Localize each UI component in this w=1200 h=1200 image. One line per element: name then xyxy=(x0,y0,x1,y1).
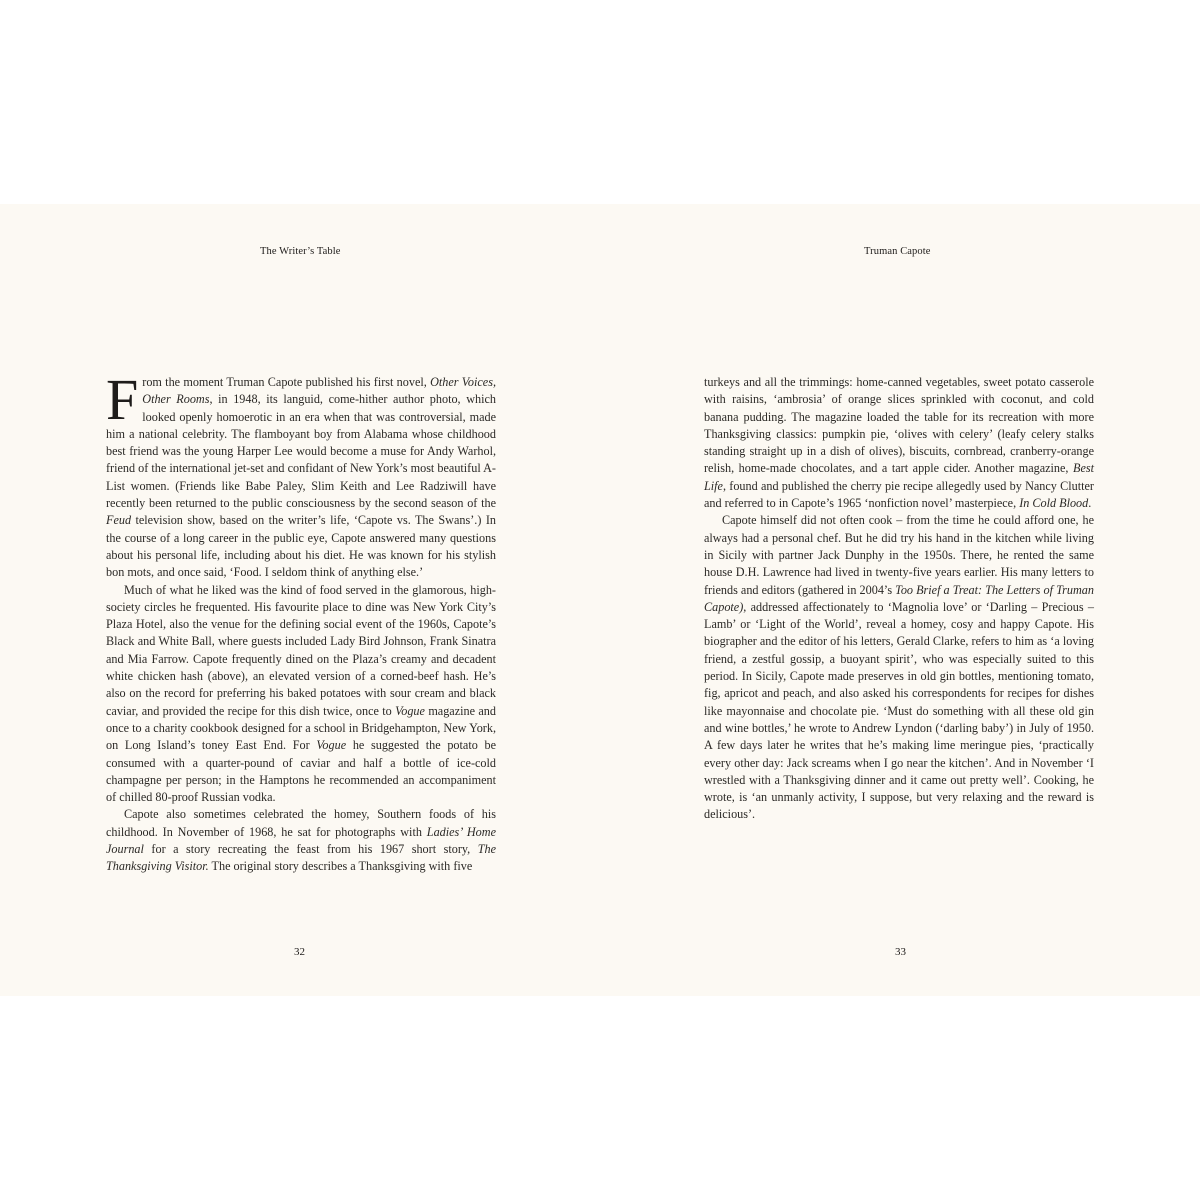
left-page xyxy=(0,204,600,996)
page-number-left: 32 xyxy=(294,946,305,958)
book-title: In Cold Blood xyxy=(1019,496,1089,511)
magazine-title: Ladies’ Home Journal xyxy=(106,824,496,857)
text-run: , in 1948, its languid, come-hither author photo, which looked openly homoerotic in an era when that was controversial, made him a national celebrity. The flamboyant boy from Alabama whose childhood best friend was the young Harper Lee would become a muse for Andy Warhol, friend of the international jet-set and confidant of New York’s most beautiful A-List women. (Friends like Babe Paley, Slim Keith and Lee Radziwill have recently been returned to the public consciousness by the second season of the xyxy=(106,392,496,511)
book-spread xyxy=(0,204,1200,996)
left-body-text xyxy=(106,367,496,876)
right-page xyxy=(600,204,1200,996)
text-run: , found and published the cherry pie recipe allegedly used by Nancy Clutter and referred to in Capote’s 1965 ‘nonfiction novel’ masterpiece, xyxy=(704,478,1094,511)
magazine-title: Best Life xyxy=(704,461,1094,493)
book-title: Other Voices, Other Rooms xyxy=(142,375,496,407)
text-run: Capote also sometimes celebrated the homey, Southern foods of his childhood. In November of 1968, he sat for photographs with xyxy=(106,807,496,839)
magazine-title: Vogue xyxy=(316,738,347,753)
text-run: he suggested the potato be consumed with a quarter-pound of caviar and half a bottle of ice-cold champagne per person; in the Hamptons he recommended an accompaniment of chilled 80-proof Russian vodka. xyxy=(106,738,496,805)
book-title: Too Brief a Treat: The Letters of Truman Capote) xyxy=(704,582,1094,614)
running-head-right: Truman Capote xyxy=(864,246,931,257)
running-head-left: The Writer’s Table xyxy=(260,246,341,257)
text-run: for a story recreating the feast from his 1967 short story, xyxy=(143,842,478,857)
paragraph xyxy=(106,367,496,582)
paragraph xyxy=(106,806,496,875)
text-run: Much of what he liked was the kind of food served in the glamorous, high-society circles he frequented. His favourite place to dine was New York City’s Plaza Hotel, also the venue for the defining social event of the 1960s, Capote’s Black and White Ball, where guests included Lady Bird Johnson, Frank Sinatra and Mia Farrow. Capote frequently dined on the Plaza’s creamy and decadent white chicken hash (above), an elevated version of a corned-beef hash. He’s also on the record for preferring his baked potatoes with sour cream and black caviar, and provided the recipe for this dish twice, once to xyxy=(106,582,496,718)
paragraph xyxy=(106,582,496,807)
text-run: , addressed affectionately to ‘Magnolia love’ or ‘Darling – Precious – Lamb’ or ‘Light of the World’, reveal a homey, cosy and happy Capote. His biographer and the editor of his letters, Gerald Clarke, refers to him as ‘a loving friend, a zestful gossip, a buoyant spirit’, who was especially suited to this period. In Sicily, Capote made preserves in old gin bottles, mentioning tomato, fig, apricot and peach, and also asked his correspondents for recipes for dishes like mayonnaise and chocolate pie. ‘Must do something with all these old gin and wine bottles,’ he wrote to Andrew Lyndon (‘darling baby’) in July of 1950. A few days later he writes that he’s making lime meringue pies, ‘practically every other day: Jack screams when I go near the kitchen’. And in November ‘I wrestled with a Thanksgiving dinner and it came out pretty well’. Cooking, he wrote, is ‘an unmanly activity, I suppose, but very relaxing and the reward is delicious’. xyxy=(704,599,1094,822)
text-run: The original story describes a Thanksgiving with five xyxy=(208,859,473,874)
right-body-text xyxy=(704,374,1094,824)
text-run: magazine and once to a charity cookbook designed for a school in Bridgehampton, New York, on Long Island’s toney East End. For xyxy=(106,703,496,753)
text-run: rom the moment Truman Capote published his first novel, xyxy=(142,375,431,389)
text-run: turkeys and all the trimmings: home-canned vegetables, sweet potato casserole with raisins, ‘ambrosia’ of orange slices sprinkled with coconut, and cold banana pudding. The magazine loaded the table for its recreation with more Thanksgiving classics: pumpkin pie, ‘olives with celery’ (leafy celery stalks standing straight up in a dish of olives), biscuits, cornbread, cranberry-orange relish, home-made chocolates, and a tart apple cider. Another magazine, xyxy=(704,375,1094,476)
show-title: Feud xyxy=(106,513,132,528)
text-run: Capote himself did not often cook – from the time he could afford one, he always had a personal chef. But he did try his hand in the kitchen while living in Sicily with partner Jack Dunphy in the 1950s. There, he rented the same house D.H. Lawrence had lived in twenty-five years earlier. His many letters to friends and editors (gathered in 2004’s xyxy=(704,513,1094,597)
paragraph xyxy=(704,512,1094,823)
story-title: The Thanksgiving Visitor. xyxy=(106,842,496,874)
magazine-title: Vogue xyxy=(395,703,425,718)
text-run: . xyxy=(1088,496,1092,511)
page-number-right: 33 xyxy=(895,946,906,958)
drop-cap: F xyxy=(106,367,139,432)
paragraph xyxy=(704,374,1094,512)
text-run: television show, based on the writer’s life, ‘Capote vs. The Swans’.) In the course of a long career in the public eye, Capote answered many questions about his personal life, including about his diet. He was known for his stylish bon mots, and once said, ‘Food. I seldom think of anything else.’ xyxy=(106,513,496,580)
